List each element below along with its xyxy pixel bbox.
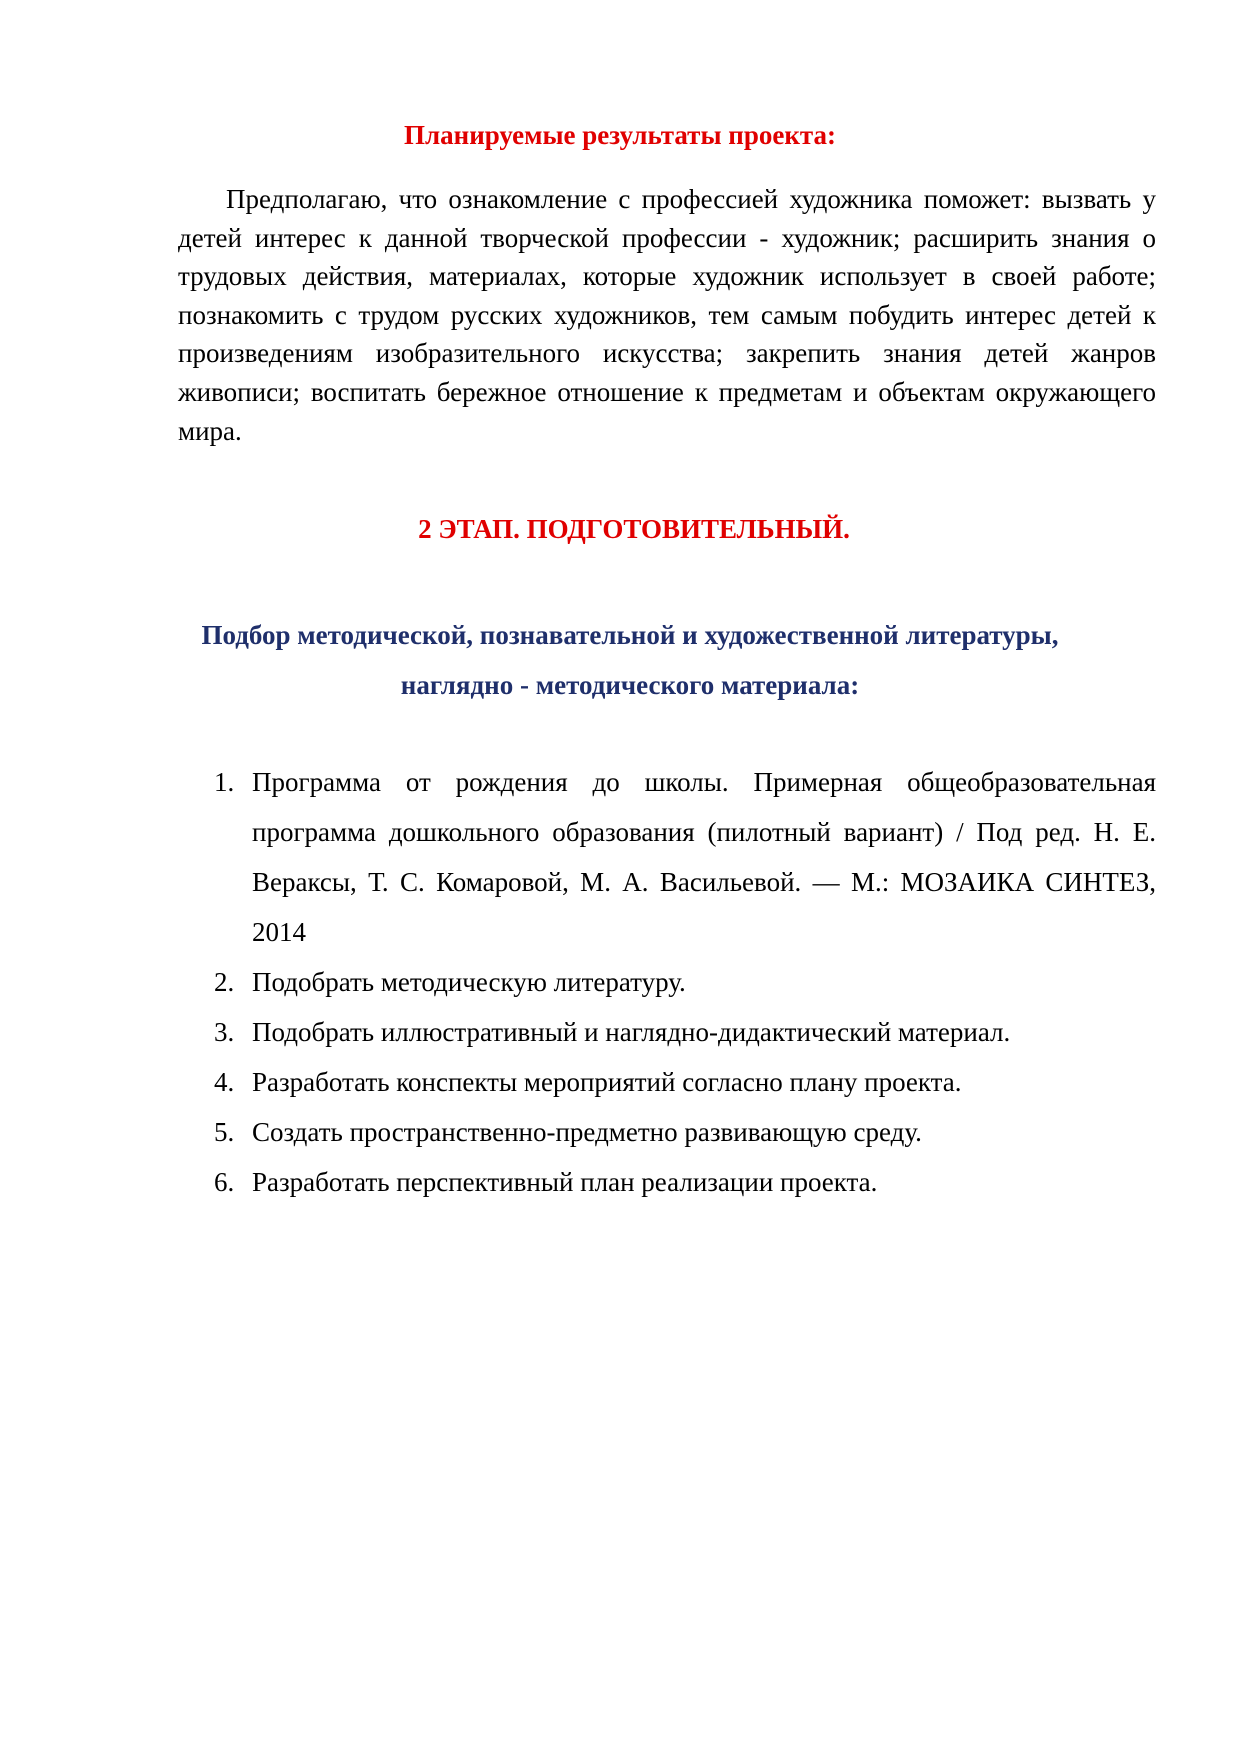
list-item-text: Разработать конспекты мероприятий согласно плану проекта. bbox=[252, 1067, 962, 1097]
list-item bbox=[178, 757, 1156, 957]
literature-subheading-line1: Подбор методической, познавательной и художественной литературы, bbox=[201, 620, 1059, 650]
literature-subheading-line2: наглядно - методического материала: bbox=[400, 670, 860, 700]
list-item-text: Подобрать иллюстративный и наглядно-дидактический материал. bbox=[252, 1017, 1011, 1047]
results-heading: Планируемые результаты проекта: bbox=[404, 120, 836, 150]
preparation-list bbox=[178, 757, 1156, 1207]
list-item bbox=[178, 1057, 1156, 1107]
intro-paragraph: Предполагаю, что ознакомление с профессией художника поможет: вызвать у детей интерес к данной творческой профессии - художник; расширить знания о трудовых действия, материалах, которые художник использует в своей работе; познакомить с трудом русских художников, тем самым побудить интерес детей к произведениям изобразительного искусства; закрепить знания детей жанров живописи; воспитать бережное отношение к предметам и объектам окружающего мира. bbox=[178, 184, 1156, 446]
list-item-number: 5. bbox=[214, 1117, 235, 1147]
list-item-number: 3. bbox=[214, 1017, 235, 1047]
list-item-number: 6. bbox=[214, 1167, 235, 1197]
list-item-text: Создать пространственно-предметно развивающую среду. bbox=[252, 1117, 922, 1147]
list-item-text: Программа от рождения до школы. Примерная общеобразовательная программа дошкольного образования (пилотный вариант) / Под ред. Н. Е. Вераксы, Т. С. Комаровой, М. А. Васильевой. — М.: МОЗАИКА СИНТЕЗ, 2014 bbox=[252, 767, 1156, 947]
list-item-text: Подобрать методическую литературу. bbox=[252, 967, 686, 997]
list-item bbox=[178, 957, 1156, 1007]
list-item-text: Разработать перспективный план реализации проекта. bbox=[252, 1167, 878, 1197]
list-item bbox=[178, 1107, 1156, 1157]
literature-subheading bbox=[150, 610, 1110, 710]
list-item-number: 4. bbox=[214, 1067, 235, 1097]
list-item-number: 2. bbox=[214, 967, 235, 997]
list-item bbox=[178, 1157, 1156, 1207]
list-item bbox=[178, 1007, 1156, 1057]
list-item-number: 1. bbox=[214, 767, 235, 797]
stage-heading: 2 ЭТАП. ПОДГОТОВИТЕЛЬНЫЙ. bbox=[418, 514, 850, 544]
